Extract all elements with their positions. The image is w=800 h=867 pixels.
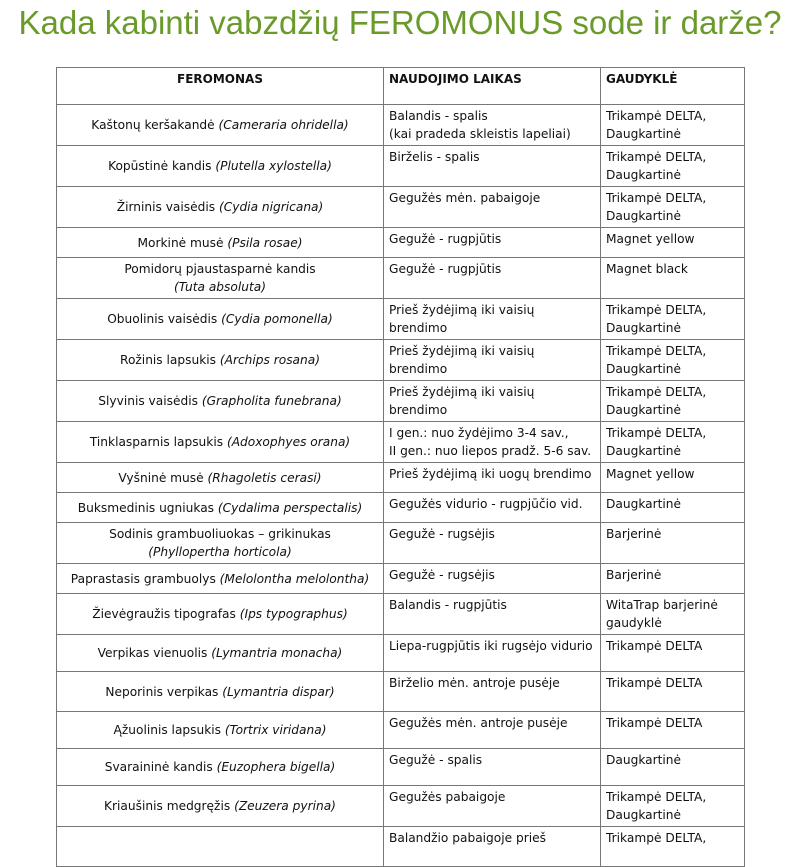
latin-name: (Melolontha melolontha): [219, 571, 370, 586]
table-row: [57, 340, 745, 381]
usage-time-cell: Prieš žydėjimą iki vaisių brendimo: [384, 340, 601, 381]
pheromone-name-cell: [57, 594, 384, 635]
common-name: Morkinė musė: [137, 235, 228, 250]
table-row: [57, 228, 745, 258]
trap-cell: Trikampė DELTA, Daugkartinė: [601, 299, 745, 340]
pheromone-name-cell: [57, 827, 384, 867]
common-name: Pomidorų pjaustasparnė kandis: [124, 262, 316, 276]
pheromone-name-cell: [57, 523, 384, 564]
usage-time-cell: Balandis - rugpjūtis: [384, 594, 601, 635]
trap-cell: Trikampė DELTA: [601, 672, 745, 712]
table-header-row: [57, 68, 745, 105]
table-row: [57, 381, 745, 422]
latin-name: (Rhagoletis cerasi): [207, 470, 322, 485]
usage-time-cell: Balandis - spalis (kai pradeda skleistis lapeliai): [384, 105, 601, 146]
pheromone-name-cell: [57, 299, 384, 340]
trap-cell: WitaTrap barjerinė gaudyklė: [601, 594, 745, 635]
header-trap: GAUDYKLĖ: [601, 68, 745, 105]
pheromone-name-cell: [57, 228, 384, 258]
common-name: Kaštonų keršakandė: [91, 118, 219, 132]
usage-time-cell: Prieš žydėjimą iki vaisių brendimo: [384, 381, 601, 422]
trap-cell: Trikampė DELTA: [601, 635, 745, 672]
table-row: [57, 187, 745, 228]
latin-name: (Tuta absoluta): [174, 280, 266, 294]
usage-time-cell: Gegužė - spalis: [384, 749, 601, 786]
trap-cell: Daugkartinė: [601, 749, 745, 786]
pheromone-name-cell: [57, 463, 384, 493]
pheromone-name-cell: [57, 635, 384, 672]
common-name: Buksmedinis ugniukas: [77, 500, 218, 515]
header-pheromone: FEROMONAS: [57, 68, 384, 105]
table-row: [57, 422, 745, 463]
pheromone-name-cell: [57, 381, 384, 422]
usage-time-cell: I gen.: nuo žydėjimo 3-4 sav., II gen.: nuo liepos pradž. 5-6 sav.: [384, 422, 601, 463]
trap-cell: Trikampė DELTA,: [601, 827, 745, 867]
pheromone-name-cell: [57, 340, 384, 381]
trap-cell: Trikampė DELTA, Daugkartinė: [601, 187, 745, 228]
latin-name: (Tortrix viridana): [224, 723, 327, 737]
usage-time-cell: Balandžio pabaigoje prieš: [384, 827, 601, 867]
table-row: [57, 672, 745, 712]
common-name: Rožinis lapsukis: [120, 353, 220, 367]
latin-name: (Lymantria dispar): [222, 684, 335, 699]
usage-time-cell: Birželio mėn. antroje pusėje: [384, 672, 601, 712]
usage-time-cell: Gegužė - rugpjūtis: [384, 228, 601, 258]
common-name: Verpikas vienuolis: [97, 646, 212, 660]
table-row: [57, 146, 745, 187]
pheromone-name-cell: [57, 749, 384, 786]
usage-time-cell: Gegužės vidurio - rugpjūčio vid.: [384, 493, 601, 523]
table-row: [57, 463, 745, 493]
latin-name: (Grapholita funebrana): [201, 394, 342, 408]
pheromone-name-cell: [57, 564, 384, 594]
common-name: Ąžuolinis lapsukis: [113, 723, 225, 737]
usage-time-cell: Prieš žydėjimą iki vaisių brendimo: [384, 299, 601, 340]
usage-time-cell: Prieš žydėjimą iki uogų brendimo: [384, 463, 601, 493]
latin-name: (Cydia nigricana): [218, 200, 324, 214]
trap-cell: Trikampė DELTA: [601, 712, 745, 749]
trap-cell: Daugkartinė: [601, 493, 745, 523]
common-name: Tinklasparnis lapsukis: [89, 435, 227, 449]
table-row: [57, 564, 745, 594]
latin-name: (Cydia pomonella): [221, 312, 333, 326]
table-row: [57, 258, 745, 299]
usage-time-cell: Gegužė - rugpjūtis: [384, 258, 601, 299]
common-name: Sodinis grambuoliuokas – grikinukas: [109, 527, 331, 541]
table-row: [57, 523, 745, 564]
table-row: [57, 712, 745, 749]
trap-cell: Trikampė DELTA, Daugkartinė: [601, 381, 745, 422]
trap-cell: Barjerinė: [601, 564, 745, 594]
table-row: [57, 635, 745, 672]
usage-time-cell: Gegužės mėn. pabaigoje: [384, 187, 601, 228]
header-usage-time: NAUDOJIMO LAIKAS: [384, 68, 601, 105]
common-name: Obuolinis vaisėdis: [107, 312, 222, 326]
latin-name: (Archips rosana): [219, 353, 320, 367]
usage-time-cell: Birželis - spalis: [384, 146, 601, 187]
usage-time-cell: Gegužės mėn. antroje pusėje: [384, 712, 601, 749]
table-row: [57, 493, 745, 523]
table-row: [57, 105, 745, 146]
usage-time-cell: Gegužės pabaigoje: [384, 786, 601, 827]
table-row: [57, 827, 745, 867]
latin-name: (Cameraria ohridella): [218, 118, 349, 132]
common-name: Kriaušinis medgręžis: [104, 799, 235, 813]
common-name: Paprastasis grambuolys: [70, 571, 220, 586]
latin-name: (Phyllopertha horticola): [148, 545, 292, 559]
usage-time-cell: Liepa-rugpjūtis iki rugsėjo vidurio: [384, 635, 601, 672]
common-name: Žirninis vaisėdis: [116, 200, 219, 214]
latin-name: (Plutella xylostella): [215, 159, 332, 173]
pheromone-name-cell: [57, 712, 384, 749]
pheromone-name-cell: [57, 786, 384, 827]
trap-cell: Magnet black: [601, 258, 745, 299]
latin-name: (Ips typographus): [239, 607, 348, 621]
pheromone-name-cell: [57, 422, 384, 463]
table-row: [57, 749, 745, 786]
trap-cell: Magnet yellow: [601, 228, 745, 258]
latin-name: (Euzophera bigella): [216, 760, 336, 774]
pheromone-name-cell: [57, 187, 384, 228]
trap-cell: Trikampė DELTA, Daugkartinė: [601, 786, 745, 827]
trap-cell: Trikampė DELTA, Daugkartinė: [601, 146, 745, 187]
page-title: Kada kabinti vabzdžių FEROMONUS sode ir darže?: [18, 4, 782, 41]
pheromone-name-cell: [57, 493, 384, 523]
latin-name: (Psila rosae): [227, 235, 303, 250]
table-body: [57, 105, 745, 867]
pheromone-table: [56, 67, 745, 867]
table-row: [57, 299, 745, 340]
latin-name: (Adoxophyes orana): [226, 435, 351, 449]
trap-cell: Barjerinė: [601, 523, 745, 564]
common-name: Žievėgraužis tipografas: [92, 607, 240, 621]
latin-name: (Lymantria monacha): [211, 646, 343, 660]
trap-cell: Magnet yellow: [601, 463, 745, 493]
pheromone-name-cell: [57, 258, 384, 299]
pheromone-name-cell: [57, 105, 384, 146]
usage-time-cell: Gegužė - rugsėjis: [384, 564, 601, 594]
common-name: Slyvinis vaisėdis: [98, 394, 202, 408]
trap-cell: Trikampė DELTA, Daugkartinė: [601, 422, 745, 463]
pheromone-name-cell: [57, 146, 384, 187]
table-row: [57, 786, 745, 827]
latin-name: (Cydalima perspectalis): [217, 500, 363, 515]
latin-name: (Zeuzera pyrina): [234, 799, 336, 813]
common-name: Neporinis verpikas: [105, 684, 223, 699]
table-row: [57, 594, 745, 635]
usage-time-cell: Gegužė - rugsėjis: [384, 523, 601, 564]
common-name: Svaraininė kandis: [104, 760, 217, 774]
trap-cell: Trikampė DELTA, Daugkartinė: [601, 340, 745, 381]
pheromone-name-cell: [57, 672, 384, 712]
common-name: Kopūstinė kandis: [108, 159, 216, 173]
trap-cell: Trikampė DELTA, Daugkartinė: [601, 105, 745, 146]
common-name: Vyšninė musė: [118, 470, 208, 485]
